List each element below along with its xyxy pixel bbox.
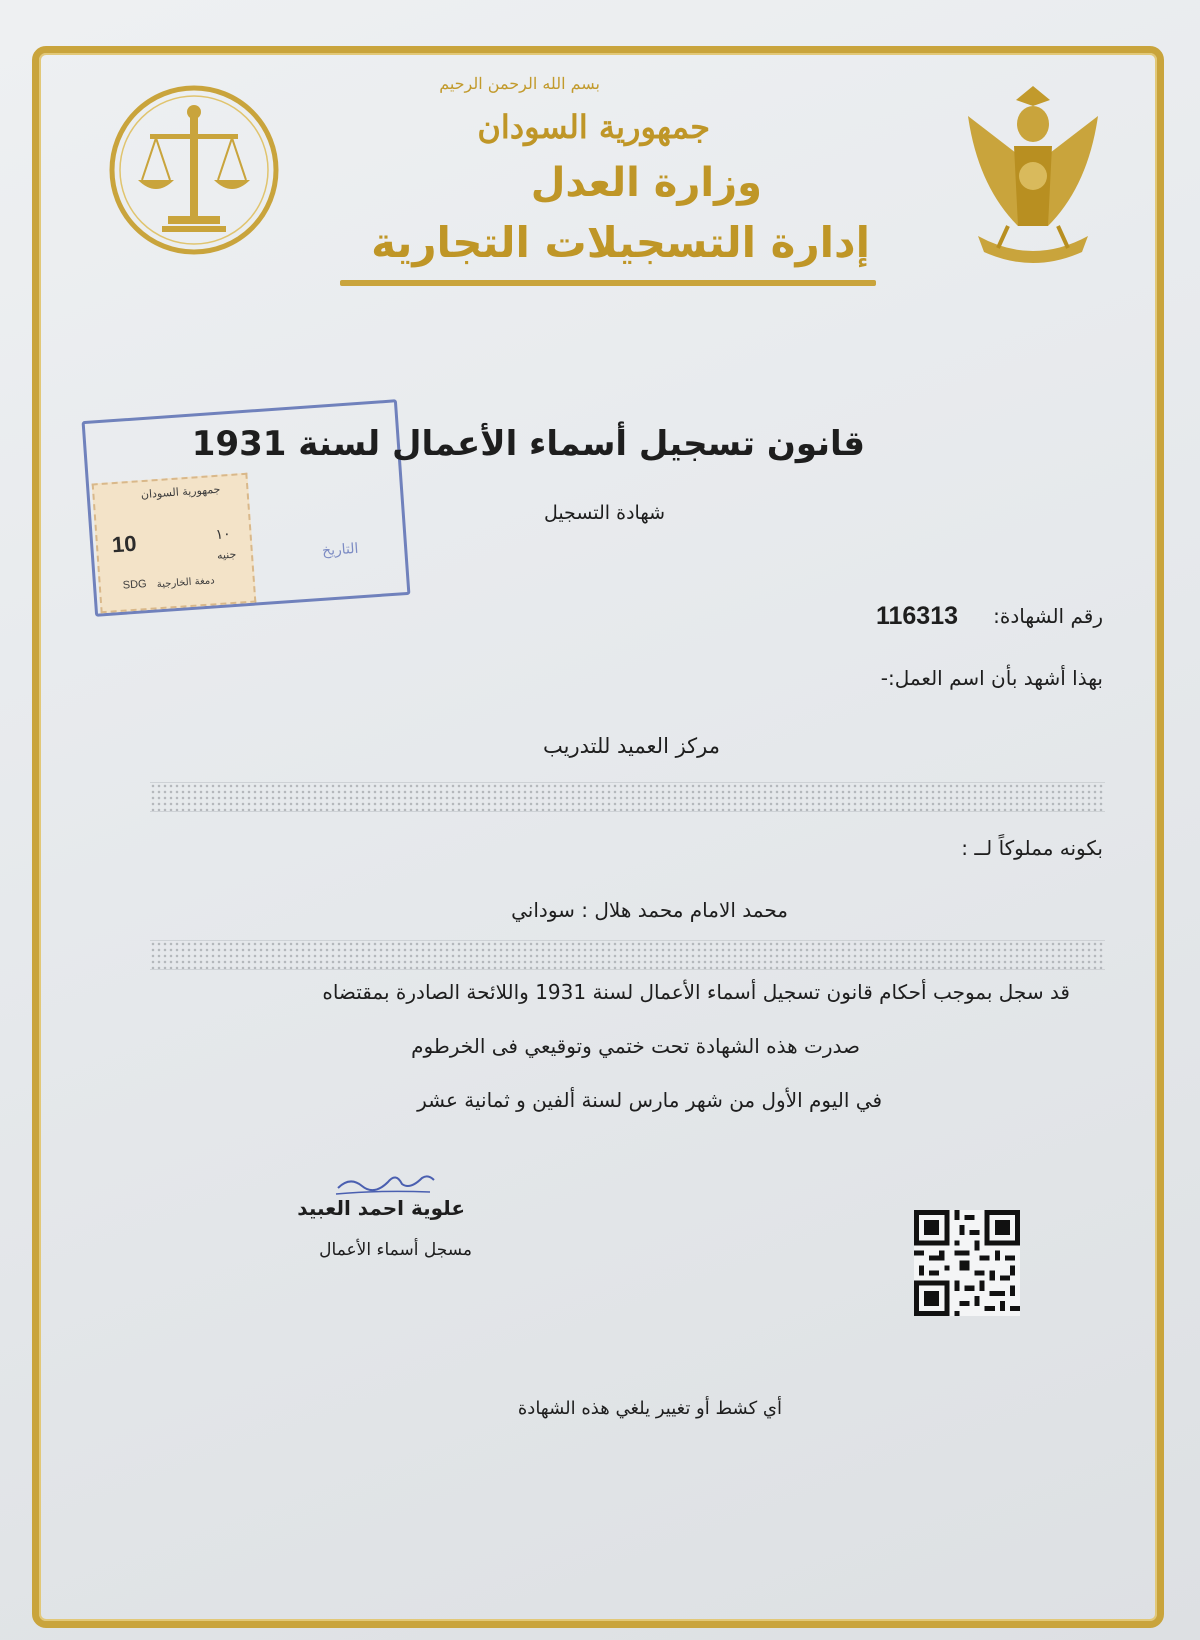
certificate-number: 116313 <box>875 602 958 630</box>
revenue-stamp-currency: SDG <box>122 578 148 592</box>
sudan-emblem-icon <box>958 76 1108 276</box>
revenue-stamp-amount-arabic: ١٠ <box>214 526 232 544</box>
dotted-rule <box>150 782 1105 812</box>
tamper-warning: أي كشط أو تغيير يلغي هذه الشهادة <box>517 1398 782 1419</box>
basmala: بسم الله الرحمن الرحيم <box>439 74 600 93</box>
certificate-subtitle: شهادة التسجيل <box>543 502 665 524</box>
revenue-stamp <box>92 473 257 614</box>
registration-line-1: قد سجل بموجب أحكام قانون تسجيل أسماء الأعمال لسنة 1931 واللائحة الصادرة بمقتضاه <box>322 980 1070 1004</box>
signatory-name: علوية احمد العبيد <box>297 1196 465 1220</box>
signatory-title: مسجل أسماء الأعمال <box>319 1240 472 1260</box>
certificate-number-label: رقم الشهادة: <box>993 604 1103 628</box>
republic-name: جمهورية السودان <box>477 108 710 146</box>
stamp-date-label: التاريخ <box>321 540 359 560</box>
registration-line-3: في اليوم الأول من شهر مارس لسنة ألفين و ثمانية عشر <box>417 1088 882 1112</box>
revenue-stamp-name: دمغة الخارجية <box>156 575 216 591</box>
owner-name: محمد الامام محمد هلال : سوداني <box>511 898 788 922</box>
revenue-stamp-header: جمهورية السودان <box>140 482 221 502</box>
dotted-rule <box>150 940 1105 970</box>
revenue-stamp-amount: 10 <box>111 530 138 558</box>
scales-of-justice-icon <box>104 80 284 260</box>
certificate-title: قانون تسجيل أسماء الأعمال لسنة 1931 <box>191 424 865 464</box>
signature-mark <box>330 1160 440 1200</box>
revenue-stamp-unit: جنيه <box>216 547 237 563</box>
business-name: مركز العميد للتدريب <box>543 734 720 758</box>
qr-code-icon <box>914 1210 1020 1316</box>
header-underline <box>340 280 876 286</box>
department-name: إدارة التسجيلات التجارية <box>371 218 870 267</box>
registration-line-2: صدرت هذه الشهادة تحت ختمي وتوقيعي فى الخرطوم <box>411 1034 860 1058</box>
attest-line: بهذا أشهد بأن اسم العمل:- <box>880 666 1103 690</box>
ministry-name: وزارة العدل <box>530 160 762 206</box>
owned-by-line: بكونه مملوكاً لــ : <box>961 836 1103 860</box>
